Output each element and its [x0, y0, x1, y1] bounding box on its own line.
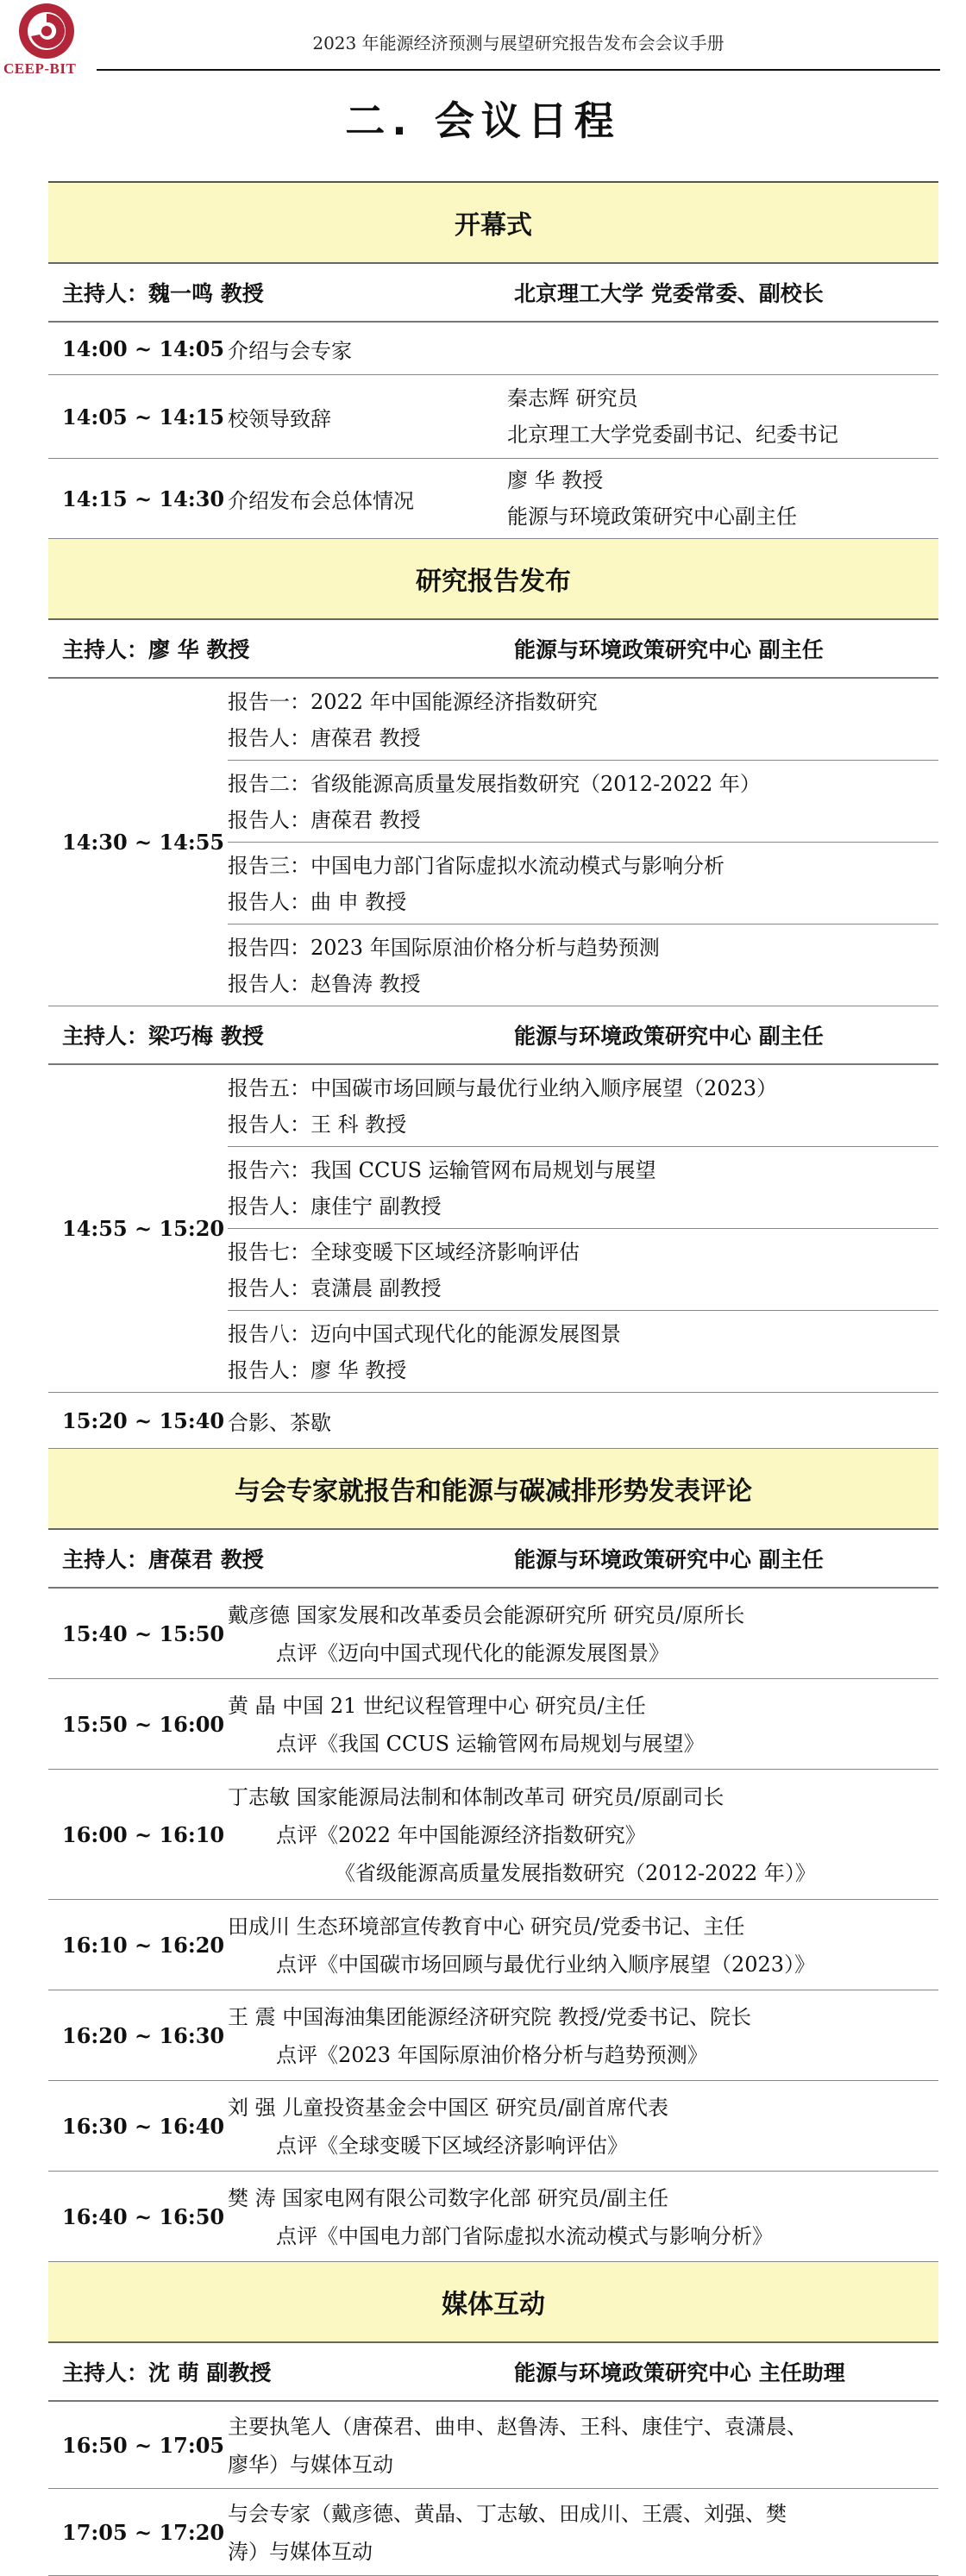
- host-row: [48, 264, 938, 323]
- section-title-media: 媒体互动: [48, 2262, 938, 2343]
- comment-line: 点评《迈向中国式现代化的能源发展图景》: [276, 1641, 669, 1665]
- host-title: 北京理工大学 党委常委、副校长: [514, 281, 824, 306]
- report-item: [228, 924, 938, 1006]
- comment-line: 点评《中国电力部门省际虚拟水流动模式与影响分析》: [276, 2224, 773, 2248]
- report-speaker: 报告人：康佳宁 副教授: [228, 1194, 442, 1219]
- speaker-name: 廖 华 教授: [507, 468, 604, 492]
- report-speaker: 报告人：唐葆君 教授: [228, 726, 421, 750]
- agenda-row: [48, 1393, 938, 1449]
- time-slot: 16:20 ~ 16:30: [62, 2022, 225, 2048]
- host-name: 主持人：廖 华 教授: [62, 637, 250, 662]
- expert-line: 戴彦德 国家发展和改革委员会能源研究所 研究员/原所长: [228, 1603, 745, 1627]
- time-slot: 14:30 ~ 14:55: [62, 830, 225, 855]
- report-title: 报告八：迈向中国式现代化的能源发展图景: [228, 1322, 621, 1346]
- expert-line: 田成川 生态环境部宣传教育中心 研究员/党委书记、主任: [228, 1915, 745, 1939]
- report-item: [228, 1311, 938, 1392]
- agenda-item: 介绍发布会总体情况: [228, 488, 414, 513]
- host-title: 能源与环境政策研究中心 副主任: [514, 1547, 824, 1572]
- page-title: 二. 会议日程: [345, 97, 621, 144]
- report-item: [228, 1147, 938, 1229]
- speaker-detail: [507, 459, 938, 538]
- speaker-title: 北京理工大学党委副书记、纪委书记: [507, 423, 838, 447]
- host-name: 主持人：沈 萌 副教授: [62, 2360, 272, 2385]
- comment-entry: [228, 1679, 705, 1769]
- host-row: [48, 1530, 938, 1589]
- agenda-row: [48, 1900, 938, 1990]
- time-slot: 15:50 ~ 16:00: [62, 1711, 225, 1737]
- host-row: [48, 620, 938, 679]
- report-title: 报告五：中国碳市场回顾与最优行业纳入顺序展望（2023）: [228, 1076, 778, 1100]
- time-slot: 17:05 ~ 17:20: [62, 2519, 225, 2545]
- time-slot: 14:05 ~ 14:15: [62, 404, 225, 429]
- host-row: [48, 2343, 938, 2402]
- time-slot: 16:30 ~ 16:40: [62, 2113, 225, 2139]
- section-title-opening: 开幕式: [48, 183, 938, 264]
- media-entry: [228, 2489, 787, 2575]
- report-item: [228, 679, 938, 761]
- report-item: [228, 1065, 938, 1147]
- document-header-title: 2023 年能源经济预测与展望研究报告发布会会议手册: [312, 33, 724, 53]
- time-slot: 15:40 ~ 15:50: [62, 1620, 225, 1646]
- time-slot: 14:00 ~ 14:05: [62, 335, 225, 361]
- expert-line: 王 震 中国海油集团能源经济研究院 教授/党委书记、院长: [228, 2005, 751, 2029]
- agenda-row: [48, 679, 938, 1006]
- agenda-row: [48, 1679, 938, 1770]
- report-title: 报告七：全球变暖下区域经济影响评估: [228, 1240, 580, 1264]
- logo-text: CEEP-BIT: [3, 60, 77, 77]
- comment-entry: [228, 2081, 668, 2171]
- report-speaker: 报告人：唐葆君 教授: [228, 808, 421, 832]
- agenda-row: [48, 2172, 938, 2262]
- expert-line: 丁志敏 国家能源局法制和体制改革司 研究员/原副司长: [228, 1785, 724, 1809]
- ceep-bit-logo: [0, 0, 104, 79]
- report-item: [228, 761, 938, 843]
- report-item: [228, 843, 938, 924]
- agenda-row: [48, 1589, 938, 1679]
- media-line: 主要执笔人（唐葆君、曲申、赵鲁涛、王科、康佳宁、袁潇晨、: [228, 2415, 807, 2439]
- agenda-row: [48, 2081, 938, 2172]
- comment-entry: [228, 2172, 773, 2261]
- time-slot: 15:20 ~ 15:40: [62, 1407, 225, 1433]
- time-slot: 16:50 ~ 17:05: [62, 2432, 225, 2458]
- media-line: 涛）与媒体互动: [228, 2540, 373, 2564]
- comment-entry: [228, 1770, 816, 1899]
- report-speaker: 报告人：廖 华 教授: [228, 1358, 407, 1382]
- section-title-report-release: 研究报告发布: [48, 539, 938, 620]
- time-slot: 14:15 ~ 14:30: [62, 486, 225, 511]
- comment-line: 点评《2023 年国际原油价格分析与趋势预测》: [276, 2043, 708, 2067]
- report-speaker: 报告人：赵鲁涛 教授: [228, 972, 421, 996]
- expert-line: 黄 晶 中国 21 世纪议程管理中心 研究员/主任: [228, 1694, 646, 1718]
- agenda-table: [48, 181, 938, 2576]
- spiral-logo-icon: [9, 2, 85, 60]
- agenda-item: 校领导致辞: [228, 406, 331, 431]
- host-row: [48, 1006, 938, 1065]
- report-list: [228, 679, 938, 1006]
- speaker-name: 秦志辉 研究员: [507, 386, 638, 411]
- comment-line: 《省级能源高质量发展指数研究（2012-2022 年）》: [335, 1861, 816, 1885]
- agenda-row: [48, 2489, 938, 2576]
- agenda-item: 合影、茶歇: [228, 1410, 331, 1435]
- report-title: 报告二：省级能源高质量发展指数研究（2012-2022 年）: [228, 772, 761, 796]
- expert-line: 刘 强 儿童投资基金会中国区 研究员/副首席代表: [228, 2096, 668, 2120]
- report-title: 报告四：2023 年国际原油价格分析与趋势预测: [228, 936, 660, 960]
- agenda-row: [48, 1990, 938, 2081]
- host-title: 能源与环境政策研究中心 主任助理: [514, 2360, 845, 2385]
- agenda-row: [48, 323, 938, 375]
- agenda-row: [48, 1770, 938, 1900]
- agenda-row: [48, 1065, 938, 1393]
- report-item: [228, 1229, 938, 1311]
- time-slot: 16:40 ~ 16:50: [62, 2203, 225, 2229]
- media-line: 廖华）与媒体互动: [228, 2453, 393, 2477]
- report-title: 报告三：中国电力部门省际虚拟水流动模式与影响分析: [228, 854, 724, 878]
- speaker-title: 能源与环境政策研究中心副主任: [507, 505, 797, 529]
- report-speaker: 报告人：袁潇晨 副教授: [228, 1276, 442, 1301]
- comment-entry: [228, 1900, 815, 1990]
- agenda-row: [48, 2402, 938, 2489]
- comment-line: 点评《我国 CCUS 运输管网布局规划与展望》: [276, 1732, 705, 1756]
- section-title-expert-comments: 与会专家就报告和能源与碳减排形势发表评论: [48, 1449, 938, 1530]
- comment-line: 点评《2022 年中国能源经济指数研究》: [276, 1823, 646, 1847]
- report-title: 报告一：2022 年中国能源经济指数研究: [228, 690, 598, 714]
- header-divider: [97, 69, 940, 71]
- report-speaker: 报告人：曲 申 教授: [228, 890, 407, 914]
- comment-entry: [228, 1589, 744, 1678]
- host-title: 能源与环境政策研究中心 副主任: [514, 1024, 824, 1049]
- agenda-item: 介绍与会专家: [228, 338, 352, 363]
- host-name: 主持人：魏一鸣 教授: [62, 281, 264, 306]
- host-title: 能源与环境政策研究中心 副主任: [514, 637, 824, 662]
- speaker-detail: [507, 375, 938, 458]
- host-name: 主持人：梁巧梅 教授: [62, 1024, 264, 1049]
- comment-entry: [228, 1990, 751, 2080]
- agenda-row: [48, 459, 938, 539]
- report-title: 报告六：我国 CCUS 运输管网布局规划与展望: [228, 1158, 656, 1182]
- host-name: 主持人：唐葆君 教授: [62, 1547, 264, 1572]
- media-line: 与会专家（戴彦德、黄晶、丁志敏、田成川、王震、刘强、樊: [228, 2502, 787, 2526]
- expert-line: 樊 涛 国家电网有限公司数字化部 研究员/副主任: [228, 2186, 668, 2210]
- report-speaker: 报告人：王 科 教授: [228, 1113, 407, 1137]
- comment-line: 点评《中国碳市场回顾与最优行业纳入顺序展望（2023）》: [276, 1952, 816, 1977]
- comment-line: 点评《全球变暖下区域经济影响评估》: [276, 2134, 628, 2158]
- time-slot: 16:00 ~ 16:10: [62, 1821, 225, 1847]
- media-entry: [228, 2402, 807, 2488]
- report-list: [228, 1065, 938, 1392]
- time-slot: 14:55 ~ 15:20: [62, 1216, 225, 1241]
- time-slot: 16:10 ~ 16:20: [62, 1932, 225, 1958]
- agenda-row: [48, 375, 938, 459]
